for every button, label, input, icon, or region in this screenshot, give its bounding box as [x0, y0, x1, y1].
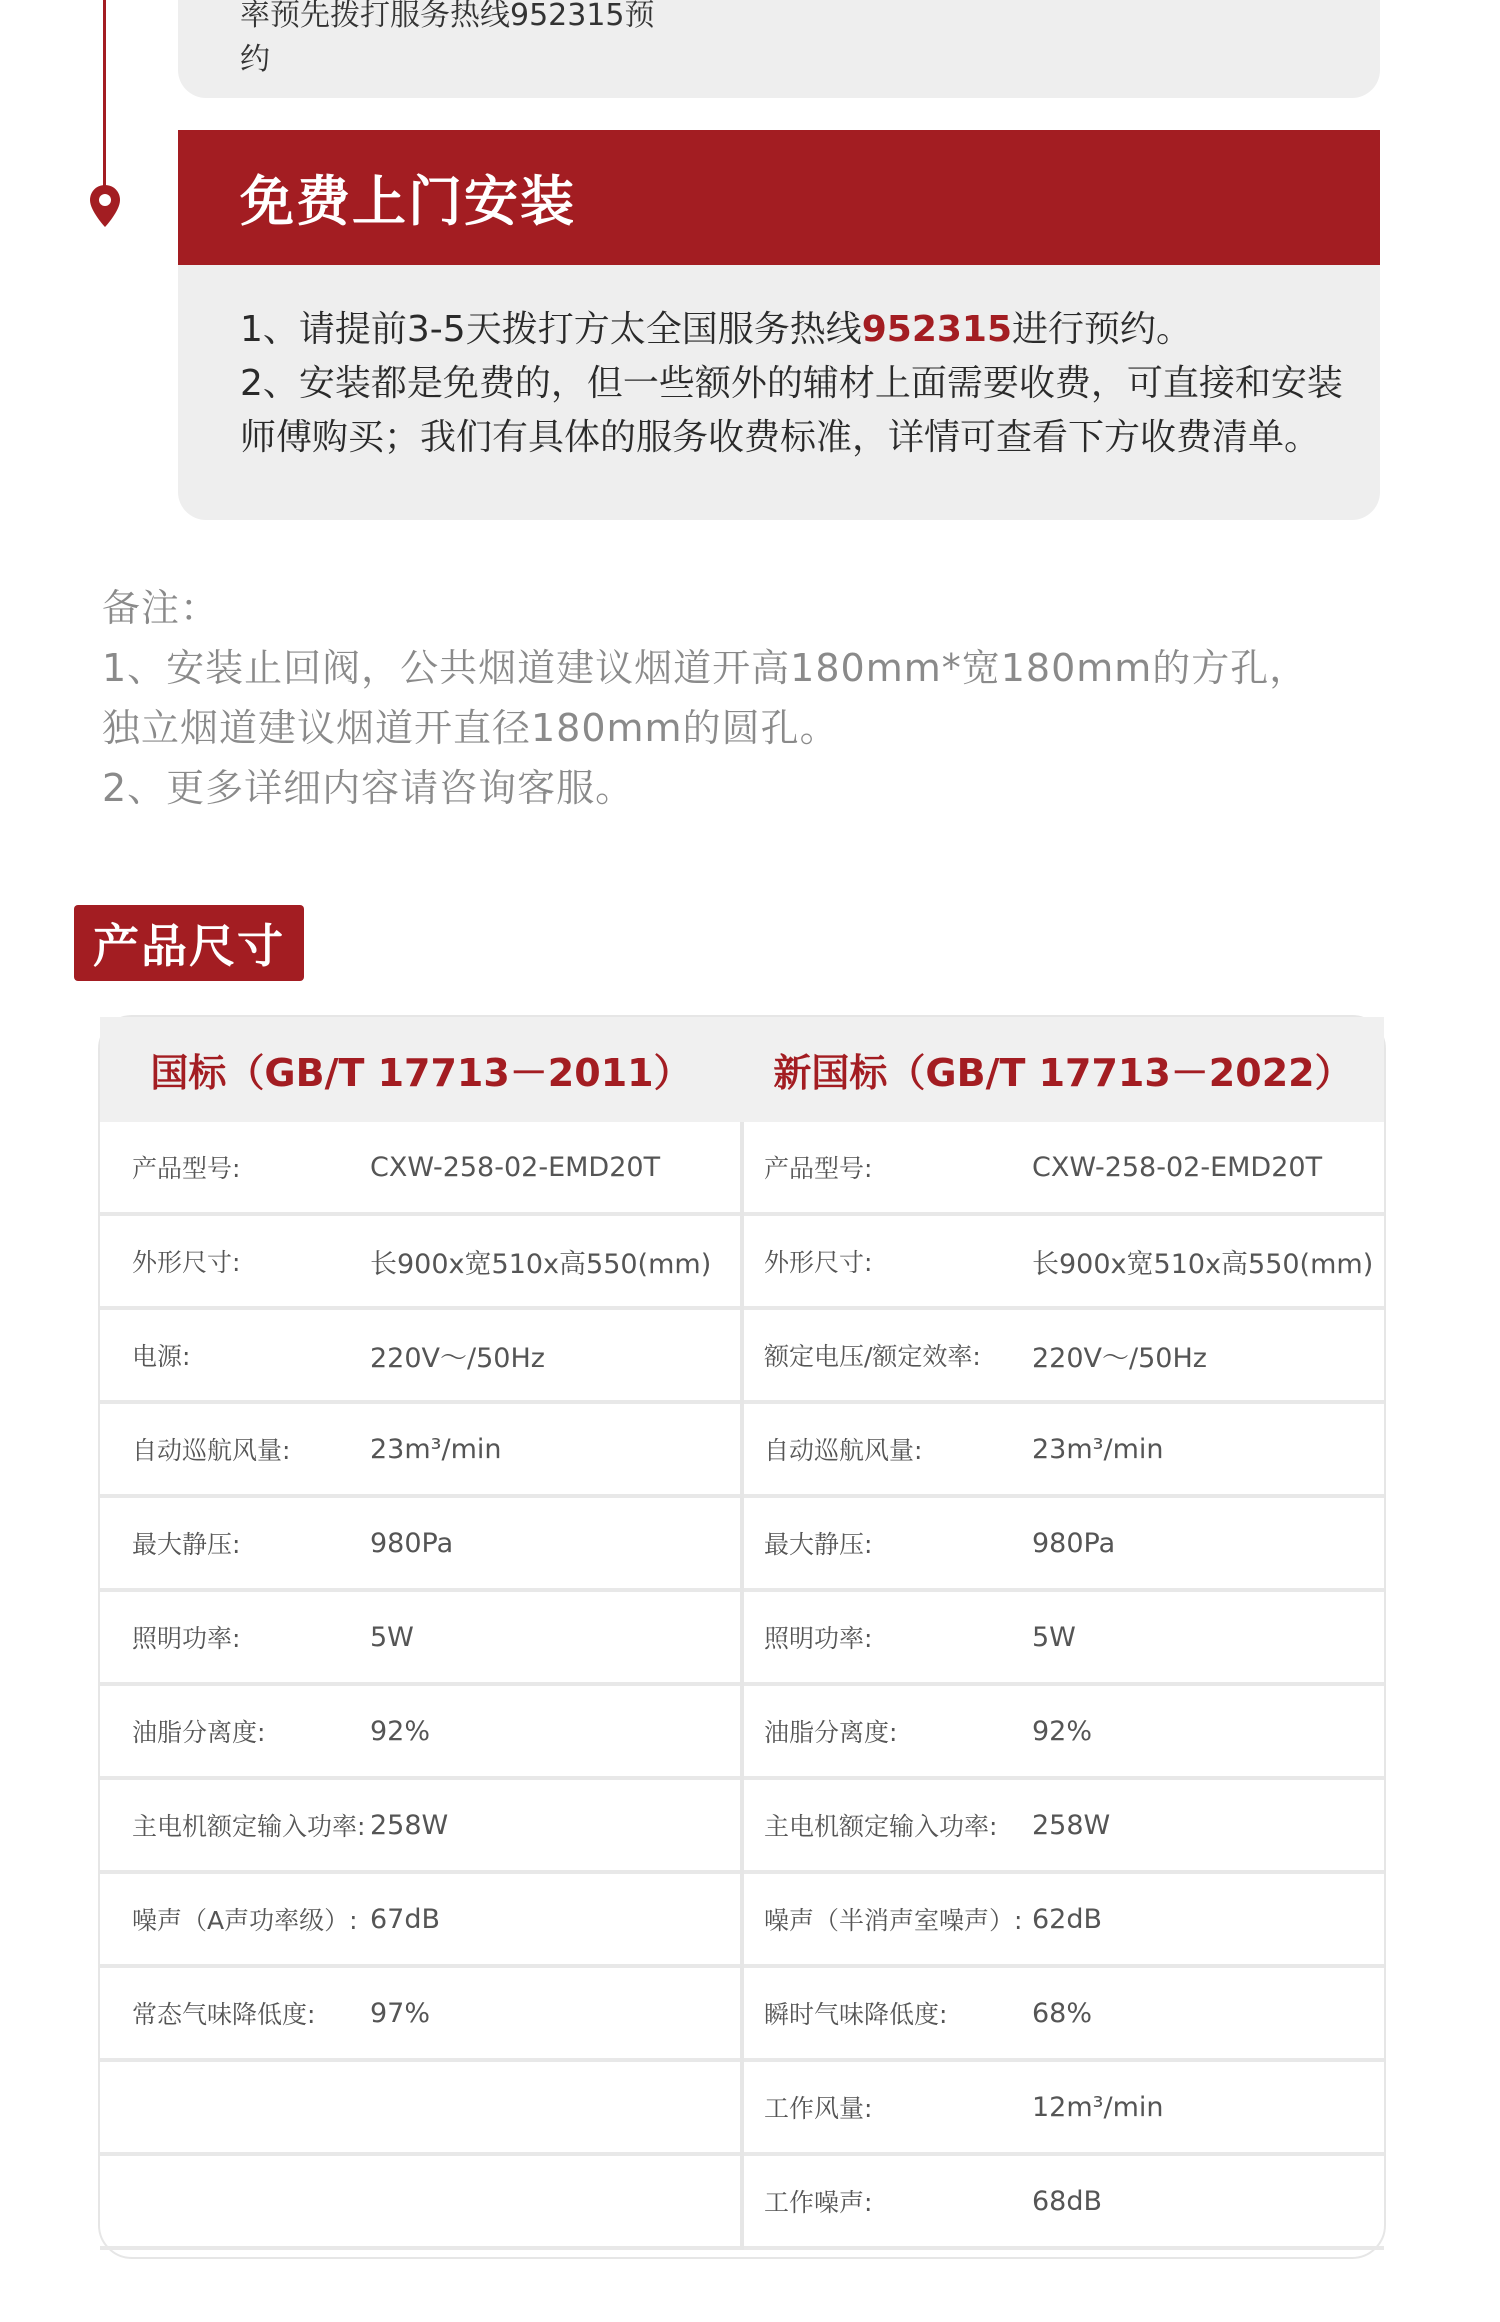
spec-label: 最大静压: — [764, 1530, 873, 1559]
spec-label: 外形尺寸: — [764, 1248, 873, 1277]
table-row — [744, 1122, 1384, 1216]
spec-value: 长900x宽510x高550(mm) — [370, 1248, 712, 1280]
spec-value: 97% — [370, 1997, 431, 2029]
table-row — [744, 1780, 1384, 1874]
spec-value: CXW-258-02-EMD20T — [1032, 1151, 1323, 1183]
table-row — [744, 2156, 1384, 2250]
card-body — [178, 265, 1380, 465]
spec-value: 长900x宽510x高550(mm) — [1032, 1248, 1374, 1280]
notes-line-2: 独立烟道建议烟道开直径180mm的圆孔。 — [102, 706, 839, 750]
new-standard-column — [744, 1122, 1384, 2250]
notes-line-1: 1、安装止回阀，公共烟道建议烟道开高180mm*宽180mm的方孔， — [102, 646, 1309, 690]
install-line-2: 2、安装都是免费的，但一些额外的辅材上面需要收费，可直接和安装师傅购买；我们有具体的服务收费标准，详情可查看下方收费清单。 — [240, 363, 1343, 458]
spec-table-header — [100, 1017, 1384, 1122]
table-row — [100, 1686, 740, 1780]
spec-value: 68% — [1032, 1997, 1093, 2029]
spec-value: 67dB — [370, 1903, 441, 1935]
spec-table — [98, 1015, 1386, 2259]
table-row — [100, 1780, 740, 1874]
spec-value: 92% — [370, 1715, 431, 1747]
spec-value: 980Pa — [1032, 1527, 1116, 1559]
table-row — [100, 1122, 740, 1216]
spec-value: 92% — [1032, 1715, 1093, 1747]
spec-value: CXW-258-02-EMD20T — [370, 1151, 661, 1183]
spec-value: 12m³/min — [1032, 2091, 1164, 2123]
install-line-1-text: 1、请提前3-5天拨打方太全国服务热线 — [240, 309, 862, 350]
free-installation-card — [178, 130, 1380, 520]
table-row — [744, 1498, 1384, 1592]
table-row — [744, 2062, 1384, 2156]
spec-label: 自动巡航风量: — [764, 1436, 923, 1465]
install-line-1-end: 进行预约。 — [1012, 309, 1193, 350]
hotline-number: 952315 — [861, 309, 1013, 350]
spec-value: 220V～/50Hz — [370, 1342, 545, 1374]
spec-label: 常态气味降低度: — [132, 2000, 316, 2029]
table-row — [100, 1310, 740, 1404]
notes-block — [102, 578, 1382, 818]
spec-label: 瞬时气味降低度: — [764, 2000, 948, 2029]
spec-label: 电源: — [132, 1342, 191, 1371]
spec-value: 258W — [1032, 1809, 1111, 1841]
spec-label: 照明功率: — [764, 1624, 873, 1653]
spec-value: 23m³/min — [370, 1433, 502, 1465]
spec-value: 68dB — [1032, 2185, 1103, 2217]
spec-value: 23m³/min — [1032, 1433, 1164, 1465]
spec-label: 工作风量: — [764, 2094, 873, 2123]
old-standard-column — [100, 1122, 744, 2250]
spec-value: 5W — [370, 1621, 414, 1653]
spec-label: 噪声（半消声室噪声）: — [764, 1906, 1023, 1935]
timeline-line — [103, 0, 106, 190]
notes-title: 备注： — [102, 586, 220, 630]
previous-card-cut-text: 率预先拨打服务热线952315预约 — [240, 0, 655, 77]
empty-table-row — [100, 2062, 740, 2156]
spec-value: 62dB — [1032, 1903, 1103, 1935]
section-badge-product-size: 产品尺寸 — [74, 905, 304, 981]
table-row — [744, 1686, 1384, 1780]
table-row — [744, 1968, 1384, 2062]
table-row — [744, 1874, 1384, 1968]
card-header — [178, 130, 1380, 265]
spec-value: 5W — [1032, 1621, 1076, 1653]
spec-value: 220V～/50Hz — [1032, 1342, 1207, 1374]
table-row — [744, 1310, 1384, 1404]
table-row — [100, 1404, 740, 1498]
spec-label: 主电机额定输入功率: — [132, 1812, 366, 1841]
table-row — [744, 1216, 1384, 1310]
install-line-1 — [240, 303, 1354, 357]
spec-label: 油脂分离度: — [132, 1718, 266, 1747]
spec-label: 照明功率: — [132, 1624, 241, 1653]
spec-label: 外形尺寸: — [132, 1248, 241, 1277]
table-row — [100, 1968, 740, 2062]
table-row — [100, 1874, 740, 1968]
spec-label: 额定电压/额定效率: — [764, 1342, 981, 1371]
spec-label: 工作噪声: — [764, 2188, 873, 2217]
spec-label: 油脂分离度: — [764, 1718, 898, 1747]
spec-value: 258W — [370, 1809, 449, 1841]
table-row — [744, 1592, 1384, 1686]
spec-value: 980Pa — [370, 1527, 454, 1559]
location-pin-icon — [88, 183, 122, 231]
table-row — [100, 1498, 740, 1592]
table-row — [100, 1216, 740, 1310]
spec-label: 产品型号: — [764, 1154, 873, 1183]
previous-service-card — [178, 0, 1380, 98]
spec-label: 最大静压: — [132, 1530, 241, 1559]
header-new-standard: 新国标（GB/T 17713－2022） — [773, 1051, 1353, 1095]
spec-label: 主电机额定输入功率: — [764, 1812, 998, 1841]
empty-table-row — [100, 2156, 740, 2250]
spec-label: 噪声（A声功率级）: — [132, 1906, 358, 1935]
notes-line-3: 2、更多详细内容请咨询客服。 — [102, 766, 635, 810]
spec-label: 产品型号: — [132, 1154, 241, 1183]
spec-label: 自动巡航风量: — [132, 1436, 291, 1465]
table-row — [100, 1592, 740, 1686]
spec-table-body — [100, 1122, 1384, 2250]
header-old-standard: 国标（GB/T 17713－2011） — [150, 1051, 692, 1095]
card-title: 免费上门安装 — [240, 170, 576, 233]
table-row — [744, 1404, 1384, 1498]
